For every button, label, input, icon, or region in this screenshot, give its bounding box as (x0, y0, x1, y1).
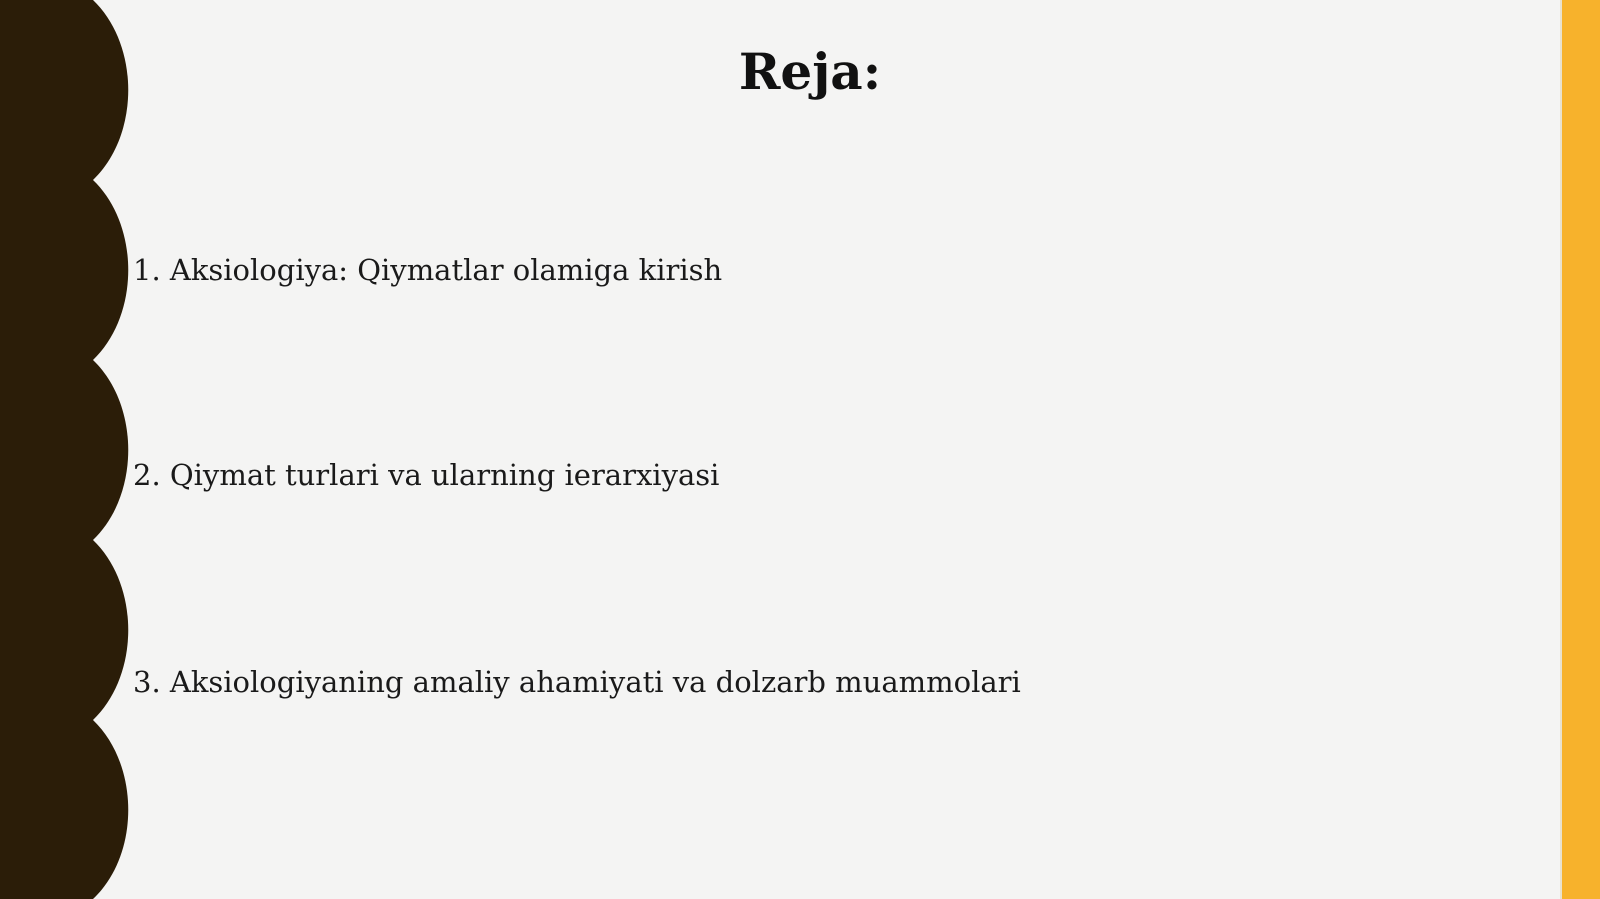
slide-title: Reja: (738, 42, 882, 101)
list-item-2: 2. Qiymat turlari va ularning ierarxiyasi (133, 458, 720, 492)
list-item-1: 1. Aksiologiya: Qiymatlar olamiga kirish (133, 253, 723, 287)
list-item-3: 3. Aksiologiyaning amaliy ahamiyati va dolzarb muammolari (133, 665, 1021, 699)
right-yellow-bar (1562, 0, 1600, 899)
left-wavy-band (0, 0, 130, 899)
